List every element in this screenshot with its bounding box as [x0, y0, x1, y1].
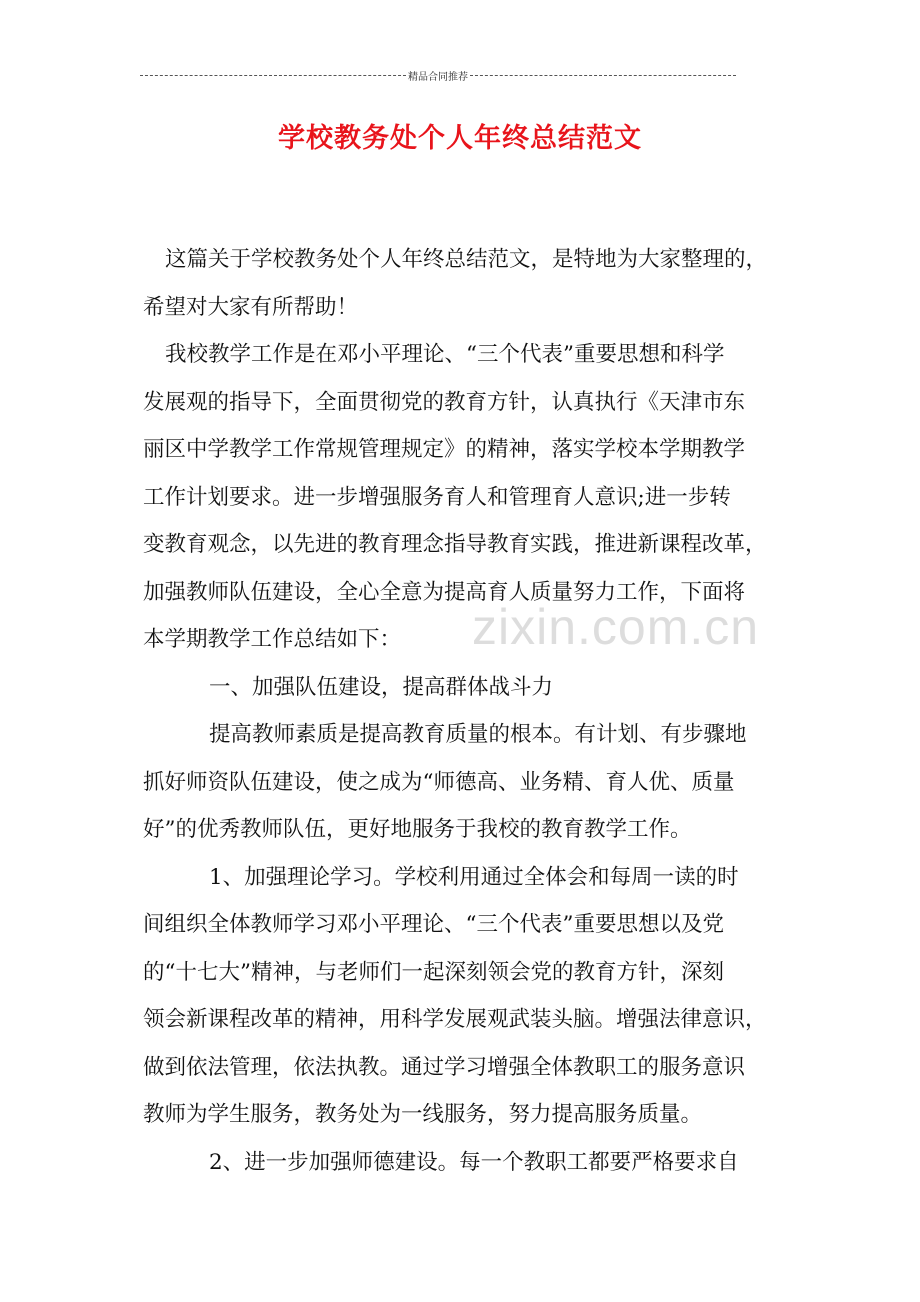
- header-dash-left: [140, 75, 406, 76]
- body-line: 提高教师素质是提高教育质量的根本。有计划、有步骤地: [209, 722, 747, 747]
- body-line: 我校教学工作是在邓小平理论、“三个代表”重要思想和科学: [165, 342, 725, 367]
- header-dash-right: [470, 75, 736, 76]
- body-line: 发展观的指导下，全面贯彻党的教育方针，认真执行《天津市东: [143, 389, 746, 415]
- body-line: 工作计划要求。进一步增强服务育人和管理育人意识;进一步转: [143, 484, 731, 510]
- body-line: 本学期教学工作总结如下：: [143, 627, 402, 652]
- body-line: 好”的优秀教师队伍，更好地服务于我校的教育教学工作。: [143, 817, 692, 842]
- body-line: 这篇关于学校教务处个人年终总结范文，是特地为大家整理的，: [165, 247, 768, 272]
- document-body: [143, 236, 785, 1186]
- body-line: 希望对大家有所帮助！: [143, 294, 359, 320]
- section-heading: 一、加强队伍建设，提高群体战斗力: [209, 674, 554, 700]
- body-line: 抓好师资队伍建设，使之成为“师德高、业务精、育人优、质量: [143, 769, 735, 795]
- body-line: 加强教师队伍建设，全心全意为提高育人质量努力工作，下面将: [143, 579, 746, 605]
- header-label: 精品合同推荐: [408, 71, 468, 83]
- body-line: 2、进一步加强师德建设。每一个教职工都要严格要求自: [209, 1149, 739, 1175]
- body-line: 变教育观念，以先进的教育理念指导教育实践，推进新课程改革，: [143, 532, 767, 557]
- body-line: 1、加强理论学习。学校利用通过全体会和每周一读的时: [209, 864, 739, 890]
- body-line: 教师为学生服务，教务处为一线服务，努力提高服务质量。: [143, 1102, 703, 1127]
- watermark: zixin.com.cn: [472, 599, 760, 655]
- body-line: 做到依法管理，依法执教。通过学习增强全体教职工的服务意识: [143, 1054, 746, 1080]
- document-title: 学校教务处个人年终总结范文: [278, 123, 642, 154]
- body-line: 间组织全体教师学习邓小平理论、“三个代表”重要思想以及党: [143, 912, 724, 937]
- header-rule: [140, 68, 736, 82]
- body-line: 的“十七大”精神，与老师们一起深刻领会党的教育方针，深刻: [143, 959, 724, 985]
- body-line: 丽区中学教学工作常规管理规定》的精神，落实学校本学期教学: [143, 437, 746, 462]
- body-line: 领会新课程改革的精神，用科学发展观武装头脑。增强法律意识，: [143, 1007, 767, 1032]
